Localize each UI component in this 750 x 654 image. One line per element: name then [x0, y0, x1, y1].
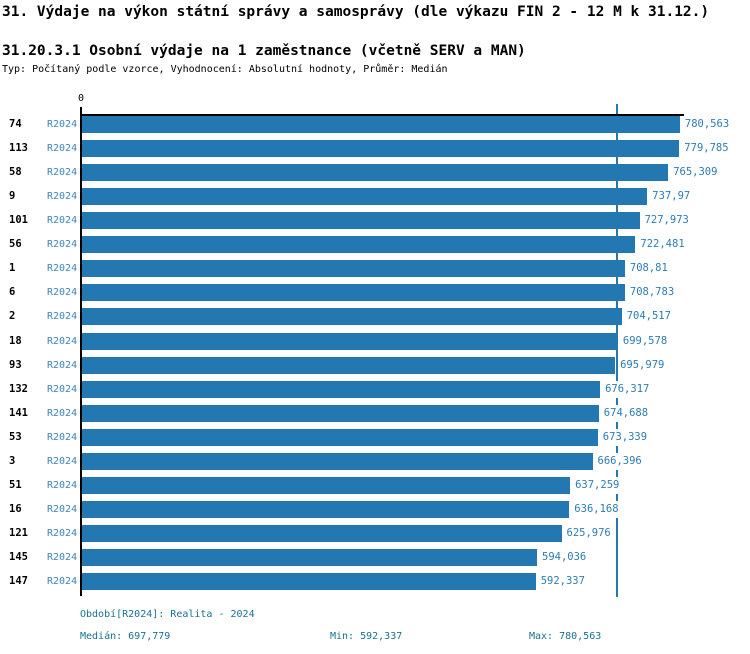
median-stat: Medián: 697,779: [80, 631, 171, 642]
bar-value-label: 737,97: [652, 188, 690, 205]
row-id-label: 6: [9, 286, 16, 299]
row-id-label: 3: [9, 454, 16, 467]
bar-value-label: 676,317: [605, 381, 649, 398]
bar: [82, 573, 536, 590]
chart-row: [0, 357, 750, 374]
bar-value-label: 637,259: [575, 477, 619, 494]
row-id-label: 58: [9, 166, 22, 179]
row-id-label: 51: [9, 478, 22, 491]
row-period-label: R2024: [47, 239, 78, 251]
chart-row: [0, 188, 750, 205]
row-id-label: 93: [9, 358, 22, 371]
row-period-label: R2024: [47, 287, 78, 299]
row-period-label: R2024: [47, 551, 78, 563]
bar: [82, 116, 680, 133]
bar: [82, 260, 625, 277]
chart-row: [0, 333, 750, 350]
row-period-label: R2024: [47, 143, 78, 155]
row-id-label: 74: [9, 118, 22, 130]
period-info: Období[R2024]: Realita - 2024: [80, 609, 255, 620]
chart-row: [0, 116, 750, 133]
chart-row: [0, 284, 750, 301]
row-id-label: 1: [9, 262, 16, 275]
bar: [82, 429, 598, 446]
bar: [82, 188, 647, 205]
row-period-label: R2024: [47, 383, 78, 395]
bar: [82, 308, 622, 325]
row-period-label: R2024: [47, 407, 78, 419]
bar: [82, 140, 679, 157]
bar: [82, 212, 640, 229]
chart-row: [0, 164, 750, 181]
bar: [82, 405, 599, 422]
row-id-label: 132: [9, 382, 28, 395]
row-period-label: R2024: [47, 191, 78, 203]
chart-row: [0, 429, 750, 446]
bar: [82, 549, 537, 566]
bar-value-label: 765,309: [673, 164, 717, 181]
chart-row: [0, 260, 750, 277]
chart-row: [0, 212, 750, 229]
bar: [82, 357, 615, 374]
meta-line: Typ: Počítaný podle vzorce, Vyhodnocení: Absolutní hodnoty, Průměr: Medián: [2, 64, 448, 75]
row-period-label: R2024: [47, 119, 78, 130]
chart-row: [0, 573, 750, 590]
row-period-label: R2024: [47, 263, 78, 275]
row-id-label: 56: [9, 238, 22, 251]
chart-row: [0, 140, 750, 157]
report-title: 31. Výdaje na výkon státní správy a samosprávy (dle výkazu FIN 2 - 12 M k 31.12.): [2, 4, 710, 20]
min-stat: Min: 592,337: [330, 631, 403, 642]
bar-value-label: 594,036: [542, 549, 586, 566]
chart-row: [0, 405, 750, 422]
row-id-label: 145: [9, 550, 28, 563]
row-id-label: 147: [9, 575, 28, 587]
row-id-label: 121: [9, 526, 28, 539]
bar: [82, 381, 600, 398]
row-id-label: 18: [9, 334, 22, 347]
max-stat: Max: 780,563: [529, 631, 602, 642]
bar-value-label: 592,337: [541, 573, 585, 590]
row-id-label: 16: [9, 502, 22, 515]
bar-value-label: 674,688: [604, 405, 648, 422]
row-period-label: R2024: [47, 431, 78, 443]
row-period-label: R2024: [47, 359, 78, 371]
section-title: 31.20.3.1 Osobní výdaje na 1 zaměstnance (včetně SERV a MAN): [2, 43, 526, 59]
row-period-label: R2024: [47, 576, 78, 587]
row-period-label: R2024: [47, 335, 78, 347]
chart-row: [0, 525, 750, 542]
row-period-label: R2024: [47, 167, 78, 179]
chart-row: [0, 308, 750, 325]
bar-value-label: 666,396: [598, 453, 642, 470]
bar: [82, 477, 570, 494]
bar-value-label: 780,563: [685, 116, 729, 133]
bar-value-label: 625,976: [567, 525, 611, 542]
bar: [82, 453, 593, 470]
bar: [82, 333, 618, 350]
row-id-label: 141: [9, 406, 28, 419]
row-id-label: 113: [9, 142, 28, 155]
bar: [82, 164, 668, 181]
chart-row: [0, 381, 750, 398]
row-id-label: 101: [9, 214, 28, 227]
chart-row: [0, 477, 750, 494]
chart-row: [0, 501, 750, 518]
bar: [82, 501, 569, 518]
bar-value-label: 708,81: [630, 260, 668, 277]
chart-row: [0, 453, 750, 470]
bar-value-label: 673,339: [603, 429, 647, 446]
bar-value-label: 722,481: [640, 236, 684, 253]
bar-value-label: 708,783: [630, 284, 674, 301]
bar: [82, 236, 635, 253]
row-period-label: R2024: [47, 215, 78, 227]
bar-value-label: 695,979: [620, 357, 664, 374]
bar-value-label: 699,578: [623, 333, 667, 350]
row-period-label: R2024: [47, 311, 78, 323]
row-id-label: 2: [9, 310, 16, 323]
bar: [82, 525, 562, 542]
row-id-label: 53: [9, 430, 22, 443]
axis-origin-label: 0: [77, 93, 85, 104]
row-period-label: R2024: [47, 503, 78, 515]
bar-value-label: 727,973: [645, 212, 689, 229]
bar-value-label: 704,517: [627, 308, 671, 325]
row-period-label: R2024: [47, 455, 78, 467]
bar: [82, 284, 625, 301]
row-period-label: R2024: [47, 527, 78, 539]
chart-row: [0, 549, 750, 566]
chart-row: [0, 236, 750, 253]
bar-value-label: 779,785: [684, 140, 728, 157]
bar-value-label: 636,168: [574, 501, 618, 518]
row-period-label: R2024: [47, 479, 78, 491]
row-id-label: 9: [9, 190, 16, 203]
